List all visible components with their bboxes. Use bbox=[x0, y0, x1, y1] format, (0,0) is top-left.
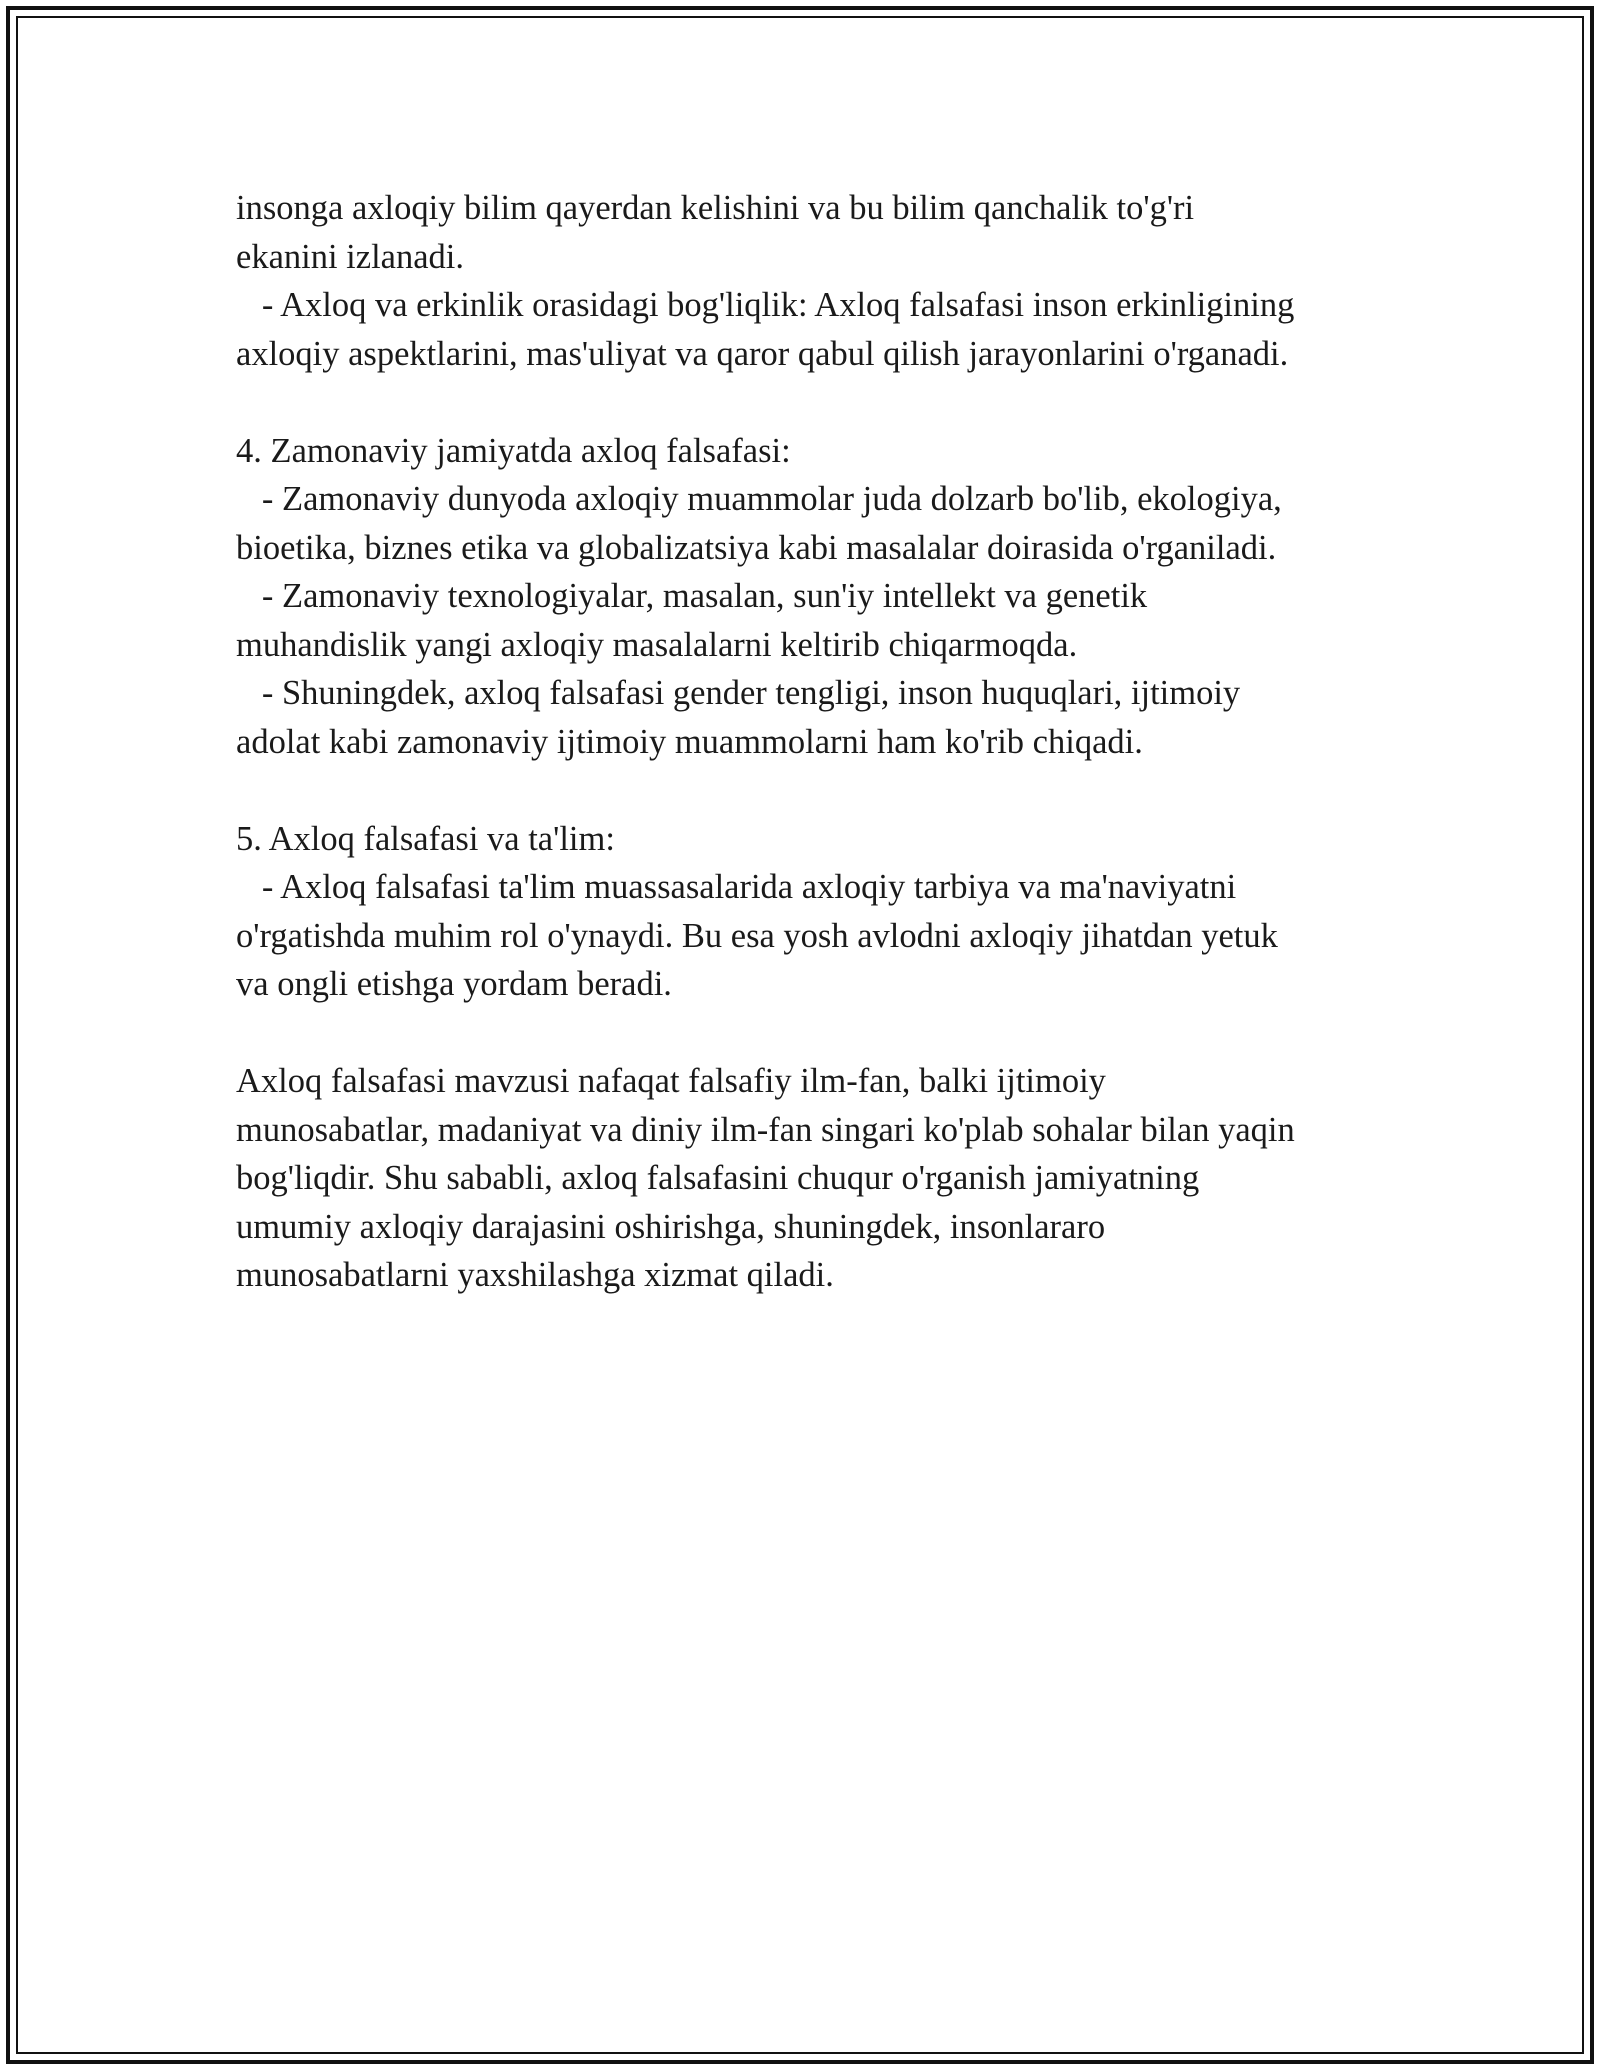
text-line: bog'liqdir. Shu sababli, axloq falsafasini chuqur o'rganish jamiyatning bbox=[236, 1159, 1200, 1197]
list-item-line: - Zamonaviy dunyoda axloqiy muammolar juda dolzarb bo'lib, ekologiya, bbox=[236, 480, 1282, 518]
text-line: munosabatlar, madaniyat va diniy ilm-fan singari ko'plab sohalar bilan yaqin bbox=[236, 1110, 1295, 1149]
text-line: muhandislik yangi axloqiy masalalarni keltirib chiqarmoqda. bbox=[236, 625, 1078, 664]
body-text bbox=[236, 184, 1386, 1300]
text-line: ekanini izlanadi. bbox=[236, 237, 464, 276]
paragraph-spacer bbox=[236, 766, 1386, 815]
list-item-line: - Shuningdek, axloq falsafasi gender tengligi, inson huquqlari, ijtimoiy bbox=[236, 674, 1241, 712]
text-line: axloqiy aspektlarini, mas'uliyat va qaror qabul qilish jarayonlarini o'rganadi. bbox=[236, 334, 1289, 373]
text-line: va ongli etishga yordam beradi. bbox=[236, 965, 672, 1003]
paragraph-spacer bbox=[236, 378, 1386, 427]
paragraph-spacer bbox=[236, 1009, 1386, 1058]
text-line: munosabatlarni yaxshilashga xizmat qiladi. bbox=[236, 1256, 834, 1294]
section-heading: 4. Zamonaviy jamiyatda axloq falsafasi: bbox=[236, 431, 791, 470]
list-item-line: - Axloq falsafasi ta'lim muassasalarida axloqiy tarbiya va ma'naviyatni bbox=[236, 868, 1237, 906]
text-line: insonga axloqiy bilim qayerdan kelishini va bu bilim qanchalik to'g'ri bbox=[236, 189, 1195, 227]
text-line: o'rgatishda muhim rol o'ynaydi. Bu esa yosh avlodni axloqiy jihatdan yetuk bbox=[236, 916, 1278, 955]
list-item-line: - Zamonaviy texnologiyalar, masalan, sun'iy intellekt va genetik bbox=[236, 577, 1148, 615]
text-line: umumiy axloqiy darajasini oshirishga, shuningdek, insonlararo bbox=[236, 1207, 1106, 1246]
text-line: adolat kabi zamonaviy ijtimoiy muammolarni ham ko'rib chiqadi. bbox=[236, 722, 1143, 761]
text-line: Axloq falsafasi mavzusi nafaqat falsafiy ilm-fan, balki ijtimoiy bbox=[236, 1062, 1106, 1100]
list-item-line: - Axloq va erkinlik orasidagi bog'liqlik: Axloq falsafasi inson erkinligining bbox=[236, 286, 1295, 324]
text-line: bioetika, biznes etika va globalizatsiya kabi masalalar doirasida o'rganiladi. bbox=[236, 528, 1277, 567]
section-heading: 5. Axloq falsafasi va ta'lim: bbox=[236, 819, 615, 858]
